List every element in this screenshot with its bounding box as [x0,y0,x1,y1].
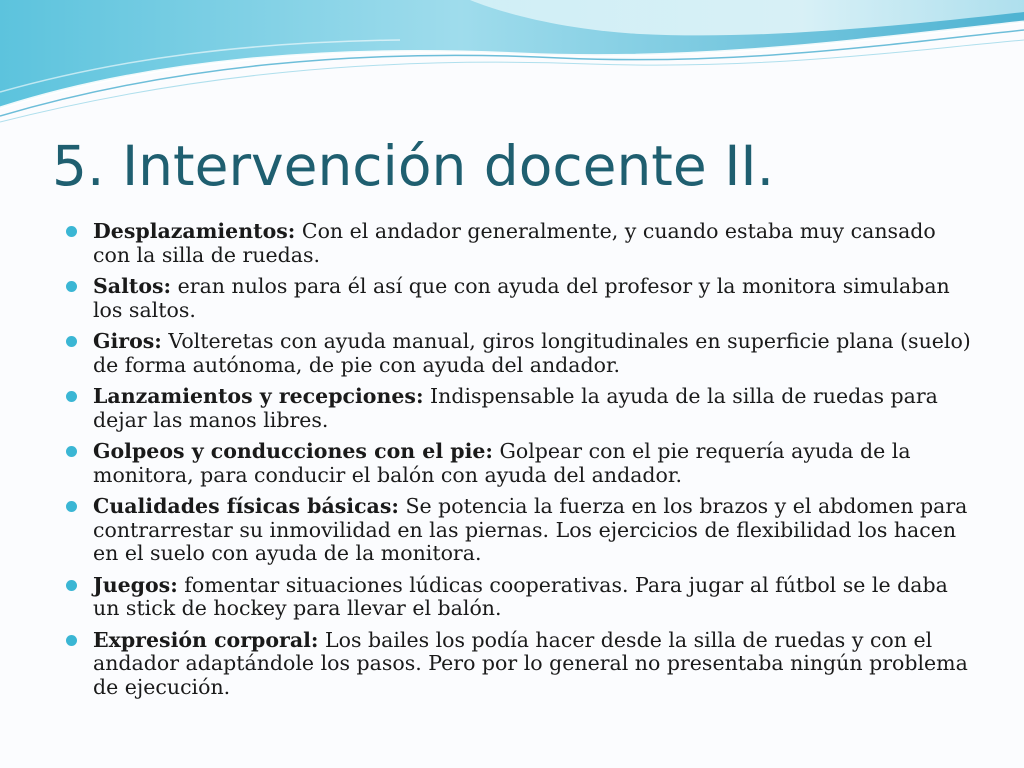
bullet-text: fomentar situaciones lúdicas cooperativas. Para jugar al fútbol se le daba un stick de hockey para llevar el balón. [93,572,948,620]
bullet-icon [66,391,77,402]
bullet-text: eran nulos para él así que con ayuda del profesor y la monitora simulaban los saltos. [93,274,950,322]
header-wave-decoration [0,0,1024,130]
bullet-term: Desplazamientos: [93,219,296,243]
bullet-term: Cualidades físicas básicas: [93,494,399,518]
bullet-item-giros [66,330,976,377]
bullet-term: Giros: [93,329,162,353]
bullet-term: Juegos: [93,572,178,597]
bullet-term: Lanzamientos y recepciones: [93,384,424,408]
bullet-icon [66,580,77,591]
bullet-text: Golpear con el pie requería ayuda de la monitora, para conducir el balón con ayuda del andador. [93,439,911,487]
bullet-term: Expresión corporal: [93,627,319,652]
bullet-text: Con el andador generalmente, y cuando estaba muy cansado con la silla de ruedas. [93,219,936,267]
bullet-item-juegos [66,574,976,621]
bullet-item-cualidades [66,495,976,566]
bullet-icon [66,226,77,237]
bullet-text: Los bailes los podía hacer desde la silla de ruedas y con el andador adaptándole los pasos. Pero por lo general no presentaba ningún problema de ejecución. [93,627,968,699]
bullet-item-desplazamientos [66,220,976,267]
bullet-text: Se potencia la fuerza en los brazos y el abdomen para contrarrestar su inmovilidad en las piernas. Los ejercicios de flexibilidad los hacen en el suelo con ayuda de la monitora. [93,494,968,565]
bullet-icon [66,501,77,512]
bullet-term: Golpeos y conducciones con el pie: [93,439,493,463]
bullet-item-saltos [66,275,976,322]
bullet-item-lanzamientos [66,385,976,432]
bullet-icon [66,635,77,646]
bullet-text: Indispensable la ayuda de la silla de ruedas para dejar las manos libres. [93,384,938,432]
bullet-icon [66,281,77,292]
bullet-text: Volteretas con ayuda manual, giros longitudinales en superficie plana (suelo) de forma autónoma, de pie con ayuda del andador. [93,329,971,377]
bullet-list [66,220,976,707]
bullet-item-expresion [66,629,976,700]
slide-title: 5. Intervención docente II. [52,134,775,198]
bullet-icon [66,336,77,347]
bullet-icon [66,446,77,457]
bullet-item-golpeos [66,440,976,487]
bullet-term: Saltos: [93,274,172,298]
